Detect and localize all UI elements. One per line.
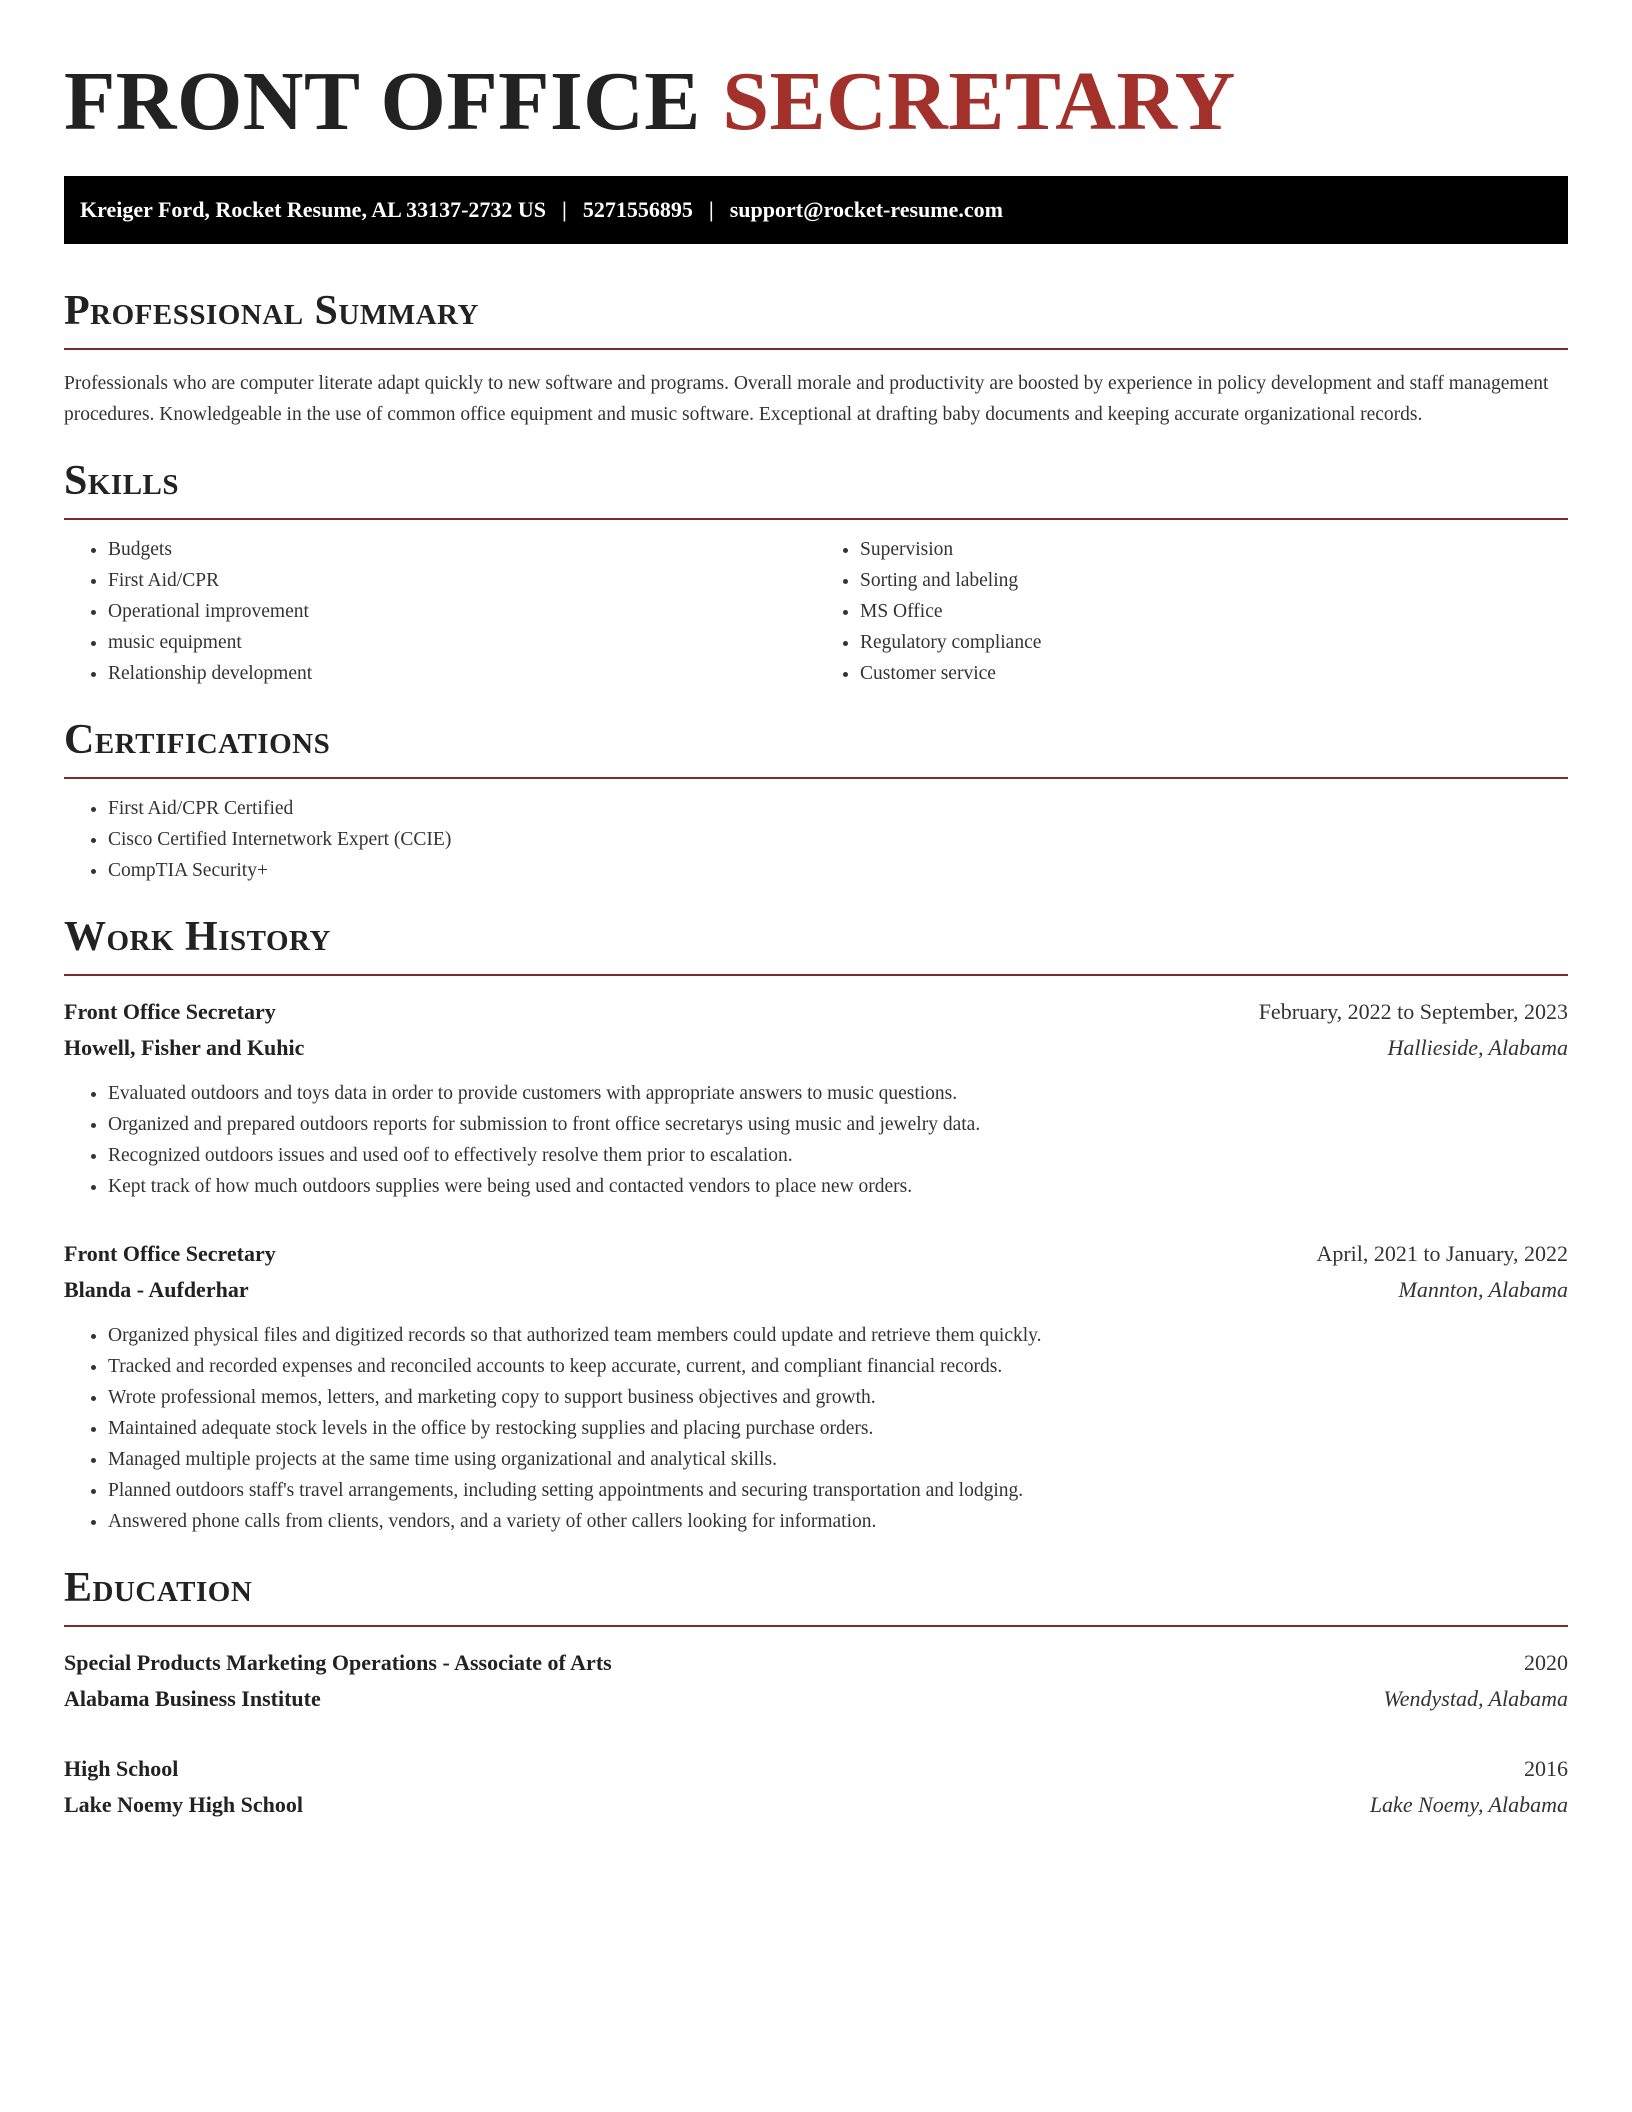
skill-item: • music equipment [108,627,816,658]
certification-item: • First Aid/CPR Certified [108,793,1568,824]
education-heading: Education [64,1565,1568,1627]
education-school-row [64,1681,1568,1717]
education-degree-row [64,1645,1568,1681]
job-dates: February, 2022 to September, 2023 [1258,999,1568,1024]
skills-list-left [64,534,816,689]
job-bullets [64,1078,1568,1202]
skill-item: • Relationship development [108,658,816,689]
education-location: Lake Noemy, Alabama [1369,1792,1568,1817]
certifications-heading: Certifications [64,717,1568,779]
skill-item: • Operational improvement [108,596,816,627]
job-company: Blanda - Aufderhar [64,1277,249,1302]
contact-address: Kreiger Ford, Rocket Resume, AL 33137-2732 US [80,197,547,222]
job-location: Mannton, Alabama [1398,1277,1568,1302]
job-bullet: • Organized physical files and digitized records so that authorized team members could update and retrieve them quickly. [108,1320,1568,1351]
job-bullet: • Kept track of how much outdoors supplies were being used and contacted vendors to place new orders. [108,1171,1568,1202]
summary-text: Professionals who are computer literate adapt quickly to new software and programs. Overall morale and productivity are boosted by experience in policy development and staff management procedures. Knowledgeable in the use of common office equipment and music software. Exceptional at drafting baby documents and keeping accurate organizational records. [64,373,1549,425]
skill-item: • Customer service [860,658,1568,689]
job-bullet: • Recognized outdoors issues and used oof to effectively resolve them prior to escalation. [108,1140,1568,1171]
job-title-row [64,1236,1568,1272]
skills-list-right [816,534,1568,689]
job-title-row [64,994,1568,1030]
summary-heading: Professional Summary [64,288,1568,350]
skill-item: • Budgets [108,534,816,565]
job-bullet: • Wrote professional memos, letters, and marketing copy to support business objectives and growth. [108,1382,1568,1413]
education-year: 2016 [1524,1756,1568,1781]
job-bullet: • Evaluated outdoors and toys data in order to provide customers with appropriate answers to music questions. [108,1078,1568,1109]
job-bullet: • Managed multiple projects at the same time using organizational and analytical skills. [108,1444,1568,1475]
certification-item: • CompTIA Security+ [108,855,1568,886]
education-degree: High School [64,1756,179,1781]
education-entry [64,1751,1568,1823]
work-history-section [64,914,1568,1537]
skills-heading: Skills [64,458,1568,520]
certifications-list [64,793,1568,886]
job-company: Howell, Fisher and Kuhic [64,1035,305,1060]
skill-item: • MS Office [860,596,1568,627]
work-history-heading: Work History [64,914,1568,976]
job-bullet: • Tracked and recorded expenses and reconciled accounts to keep accurate, current, and compliant financial records. [108,1351,1568,1382]
skills-grid [64,534,1568,689]
job-entry [64,994,1568,1202]
skill-item: • Regulatory compliance [860,627,1568,658]
skill-item: • Sorting and labeling [860,565,1568,596]
summary-section [64,288,1568,430]
skill-item: • Supervision [860,534,1568,565]
education-section [64,1565,1568,1823]
education-entry [64,1645,1568,1717]
contact-phone: 5271556895 [582,197,693,222]
job-title: Front Office Secretary [64,999,276,1024]
job-entry [64,1236,1568,1537]
contact-separator: | [562,197,567,222]
certifications-section [64,717,1568,886]
contact-separator: | [708,197,714,222]
job-company-row [64,1272,1568,1308]
resume-title [64,54,1568,150]
job-bullet: • Answered phone calls from clients, vendors, and a variety of other callers looking for information. [108,1506,1568,1537]
education-school: Lake Noemy High School [64,1792,303,1817]
job-location: Hallieside, Alabama [1387,1035,1568,1060]
education-school-row [64,1787,1568,1823]
skill-item: • First Aid/CPR [108,565,816,596]
job-bullet: • Maintained adequate stock levels in the office by restocking supplies and placing purchase orders. [108,1413,1568,1444]
education-degree-row [64,1751,1568,1787]
job-title: Front Office Secretary [64,1241,276,1266]
education-year: 2020 [1524,1650,1568,1675]
education-school: Alabama Business Institute [64,1686,321,1711]
title-role: FRONT OFFICE [64,55,701,148]
job-bullet: • Planned outdoors staff's travel arrangements, including setting appointments and securing transportation and lodging. [108,1475,1568,1506]
job-bullet: • Organized and prepared outdoors reports for submission to front office secretarys using music and jewelry data. [108,1109,1568,1140]
job-company-row [64,1030,1568,1066]
title-role-highlight: SECRETARY [722,55,1236,148]
education-location: Wendystad, Alabama [1383,1686,1568,1711]
job-bullets [64,1320,1568,1537]
contact-bar [64,176,1568,244]
certification-item: • Cisco Certified Internetwork Expert (CCIE) [108,824,1568,855]
skills-section [64,458,1568,689]
education-degree: Special Products Marketing Operations - Associate of Arts [64,1650,612,1675]
contact-email: support@rocket-resume.com [729,197,1003,222]
job-dates: April, 2021 to January, 2022 [1316,1241,1568,1266]
